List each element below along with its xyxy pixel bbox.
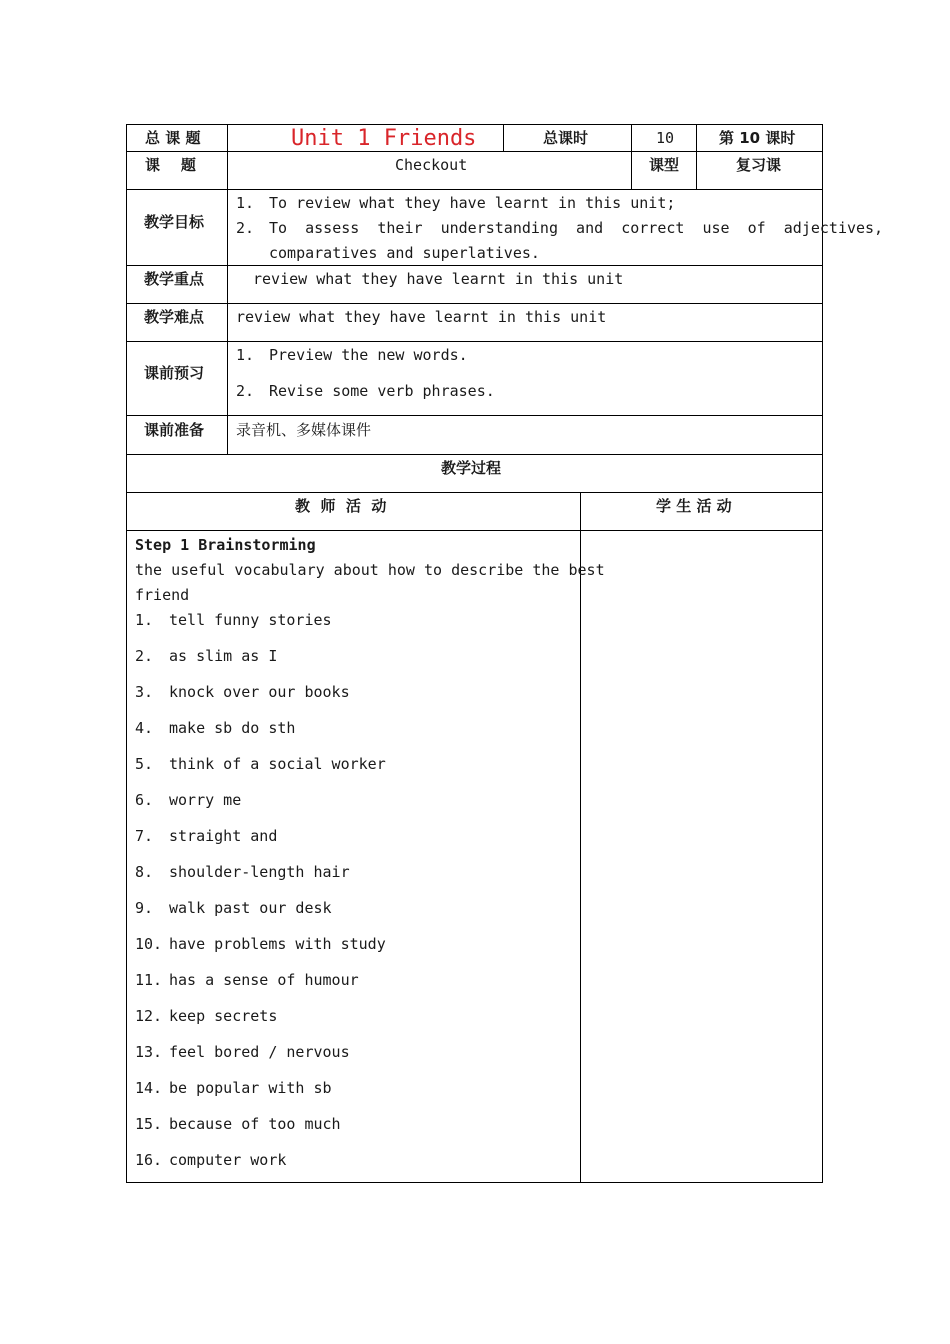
vocab-item: tell funny stories (169, 611, 332, 629)
teacher-activities-heading: 教 师 活 动 (295, 497, 387, 515)
step-intro: the useful vocabulary about how to describe the best (135, 561, 605, 579)
preview-text: Revise some verb phrases. (269, 382, 495, 400)
preview-number: 2. (236, 382, 255, 400)
preparation-label: 课前准备 (144, 421, 205, 439)
table-rule (580, 492, 581, 1183)
total-periods-value: 10 (656, 129, 675, 147)
vocab-number: 5. (135, 755, 154, 773)
preview-number: 1. (236, 346, 255, 364)
step-title: Step 1 Brainstorming (135, 536, 316, 554)
difficulties-value: review what they have learnt in this unit (236, 308, 607, 326)
vocab-item: shoulder-length hair (169, 863, 350, 881)
vocab-item: knock over our books (169, 683, 350, 701)
vocab-item: be popular with sb (169, 1079, 332, 1097)
topic-label: 课 题 (145, 156, 196, 174)
vocab-number: 4. (135, 719, 154, 737)
vocab-number: 16. (135, 1151, 163, 1169)
objective-text: To review what they have learnt in this unit; (269, 194, 676, 212)
key-points-label: 教学重点 (144, 270, 205, 288)
student-activities-heading: 学 生 活 动 (656, 497, 732, 515)
vocab-number: 10. (135, 935, 163, 953)
table-rule (126, 530, 823, 531)
table-rule (503, 124, 504, 152)
vocab-number: 15. (135, 1115, 163, 1133)
vocab-item: has a sense of humour (169, 971, 359, 989)
lesson-type-label: 课型 (649, 156, 680, 174)
vocab-number: 6. (135, 791, 154, 809)
table-rule (126, 454, 823, 455)
preview-text: Preview the new words. (269, 346, 468, 364)
vocab-number: 14. (135, 1079, 163, 1097)
table-rule (126, 415, 823, 416)
objectives-label: 教学目标 (144, 213, 205, 231)
vocab-number: 7. (135, 827, 154, 845)
table-rule (126, 151, 823, 152)
table-rule (126, 303, 823, 304)
lesson-type-value: 复习课 (736, 156, 782, 174)
vocab-item: as slim as I (169, 647, 278, 665)
topic-value: Checkout (395, 156, 468, 174)
table-rule (126, 189, 823, 190)
step-intro-continued: friend (135, 586, 190, 604)
vocab-number: 12. (135, 1007, 163, 1025)
table-rule (227, 124, 228, 455)
process-heading: 教学过程 (441, 459, 502, 477)
vocab-item: straight and (169, 827, 278, 845)
table-rule (696, 124, 697, 190)
table-rule (126, 341, 823, 342)
objective-number: 2. (236, 219, 255, 237)
vocab-number: 3. (135, 683, 154, 701)
table-border (126, 1182, 823, 1183)
preview-label: 课前预习 (144, 364, 205, 382)
table-border (126, 124, 823, 125)
vocab-number: 2. (135, 647, 154, 665)
objective-number: 1. (236, 194, 255, 212)
table-border (822, 124, 823, 1183)
vocab-item: have problems with study (169, 935, 386, 953)
vocab-item: because of too much (169, 1115, 341, 1133)
vocab-number: 13. (135, 1043, 163, 1061)
vocab-item: make sb do sth (169, 719, 296, 737)
vocab-number: 8. (135, 863, 154, 881)
vocab-number: 1. (135, 611, 154, 629)
period-label: 第 10 课时 (719, 129, 796, 147)
table-rule (126, 492, 823, 493)
objective-text-continued: comparatives and superlatives. (269, 244, 540, 262)
vocab-item: think of a social worker (169, 755, 386, 773)
vocab-number: 9. (135, 899, 154, 917)
table-border (126, 124, 127, 1183)
key-points-value: review what they have learnt in this unit (253, 270, 624, 288)
table-rule (126, 265, 823, 266)
objective-text: To assess their understanding and correct use of adjectives, (269, 219, 884, 237)
total-periods-label: 总课时 (543, 129, 589, 147)
total-topic-label: 总 课 题 (145, 129, 201, 147)
table-rule (631, 124, 632, 190)
unit-title: Unit 1 Friends (291, 126, 477, 151)
vocab-item: computer work (169, 1151, 287, 1169)
vocab-item: walk past our desk (169, 899, 332, 917)
vocab-item: feel bored / nervous (169, 1043, 350, 1061)
preparation-value: 录音机、多媒体课件 (236, 421, 372, 439)
difficulties-label: 教学难点 (144, 308, 205, 326)
vocab-item: keep secrets (169, 1007, 278, 1025)
vocab-item: worry me (169, 791, 242, 809)
vocab-number: 11. (135, 971, 163, 989)
